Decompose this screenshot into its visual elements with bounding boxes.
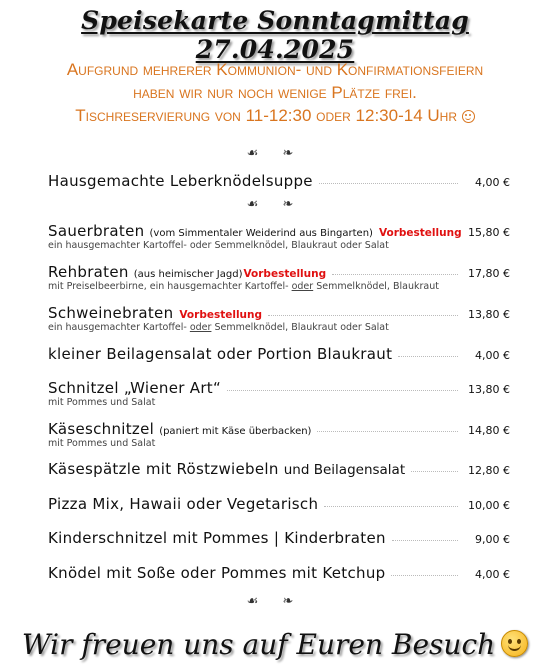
item-price: 4,00 € [475,176,510,189]
item-name: Hausgemachte Leberknödelsuppe [48,172,313,190]
item-description: mit Pommes und Salat [48,397,156,408]
leader-dots [391,575,458,576]
item-subtitle: (paniert mit Käse überbacken) [159,426,312,437]
item-name: Knödel mit Soße oder Pommes mit Ketchup [48,564,386,582]
item-price: 13,80 € [468,308,510,321]
menu-item-kaesespaetzle [48,460,510,478]
preorder-badge: Vorbestellung [378,227,462,239]
leader-dots [392,540,458,541]
ornament-divider: ☙ ❧ [246,146,304,161]
item-price: 4,00 € [475,568,510,581]
item-price: 12,80 € [468,464,510,477]
item-price: 10,00 € [468,499,510,512]
menu-item-kaeseschnitzel [48,420,510,449]
menu-item-pizza [48,495,510,513]
leader-dots [398,356,458,357]
leader-dots [332,274,458,275]
preorder-badge: Vorbestellung [243,268,327,280]
leader-dots [268,315,458,316]
item-name: kleiner Beilagensalat oder Portion Blaukraut [48,345,393,363]
item-name: Kinderschnitzel mit Pommes | Kinderbraten [48,529,386,547]
smiley-icon [462,110,475,123]
notice-line-3: Tischreservierung von 11-12:30 oder 12:30-14 Uhr [0,104,550,127]
item-description: ein hausgemachter Kartoffel- oder Semmelknödel, Blaukraut oder Salat [48,322,389,333]
item-name: Käseschnitzel (paniert mit Käse überbacken) [48,420,312,438]
footer-greeting: Wir freuen uns auf Euren Besuch [0,628,550,661]
item-subtitle: und Beilagensalat [283,462,406,478]
item-description: ein hausgemachter Kartoffel- oder Semmelknödel, Blaukraut oder Salat [48,240,389,251]
item-price: 4,00 € [475,349,510,362]
leader-dots [411,471,458,472]
menu-item-leberknoedelsuppe [48,172,510,190]
item-name: Schweinebraten [48,304,174,322]
item-price: 9,00 € [475,533,510,546]
item-price: 17,80 € [468,267,510,280]
item-price: 15,80 € [468,226,510,239]
item-name: Käsespätzle mit Röstzwiebeln und Beilagensalat [48,460,406,478]
leader-dots [317,431,458,432]
item-description: mit Preiselbeerbirne, ein hausgemachter Kartoffel- oder Semmelknödel, Blaukraut [48,281,439,292]
item-name: Sauerbraten (vom Simmentaler Weiderind aus Bingarten) [48,222,373,240]
item-name: Pizza Mix, Hawaii oder Vegetarisch [48,495,319,513]
leader-dots [227,390,458,391]
item-subtitle: (vom Simmentaler Weiderind aus Bingarten) [149,228,373,239]
item-name: Schnitzel „Wiener Art“ [48,379,222,397]
reservation-notice [0,58,550,127]
item-name: Rehbraten (aus heimischer Jagd) [48,263,243,281]
notice-line-2: haben wir nur noch wenige Plätze frei. [133,83,417,102]
menu-item-knoedel-pommes [48,564,510,582]
menu-item-sauerbraten [48,222,510,251]
ornament-divider: ☙ ❧ [246,197,304,212]
item-description: mit Pommes und Salat [48,438,156,449]
menu-item-kinderschnitzel [48,529,510,547]
menu-item-beilagensalat [48,345,510,363]
smiley-icon [501,630,528,657]
menu-item-rehbraten [48,263,510,292]
menu-item-schweinebraten [48,304,510,333]
leader-dots [324,506,458,507]
item-price: 14,80 € [468,424,510,437]
item-price: 13,80 € [468,383,510,396]
ornament-divider: ☙ ❧ [246,594,304,609]
page-title: Speisekarte Sonntagmittag 27.04.2025 [81,6,469,64]
notice-line-1: Aufgrund mehrerer Kommunion- und Konfirmationsfeiern [66,60,484,79]
item-subtitle: (aus heimischer Jagd) [133,269,243,280]
preorder-badge: Vorbestellung [179,309,263,321]
menu-item-schnitzel-wiener-art [48,379,510,408]
leader-dots [319,183,458,184]
